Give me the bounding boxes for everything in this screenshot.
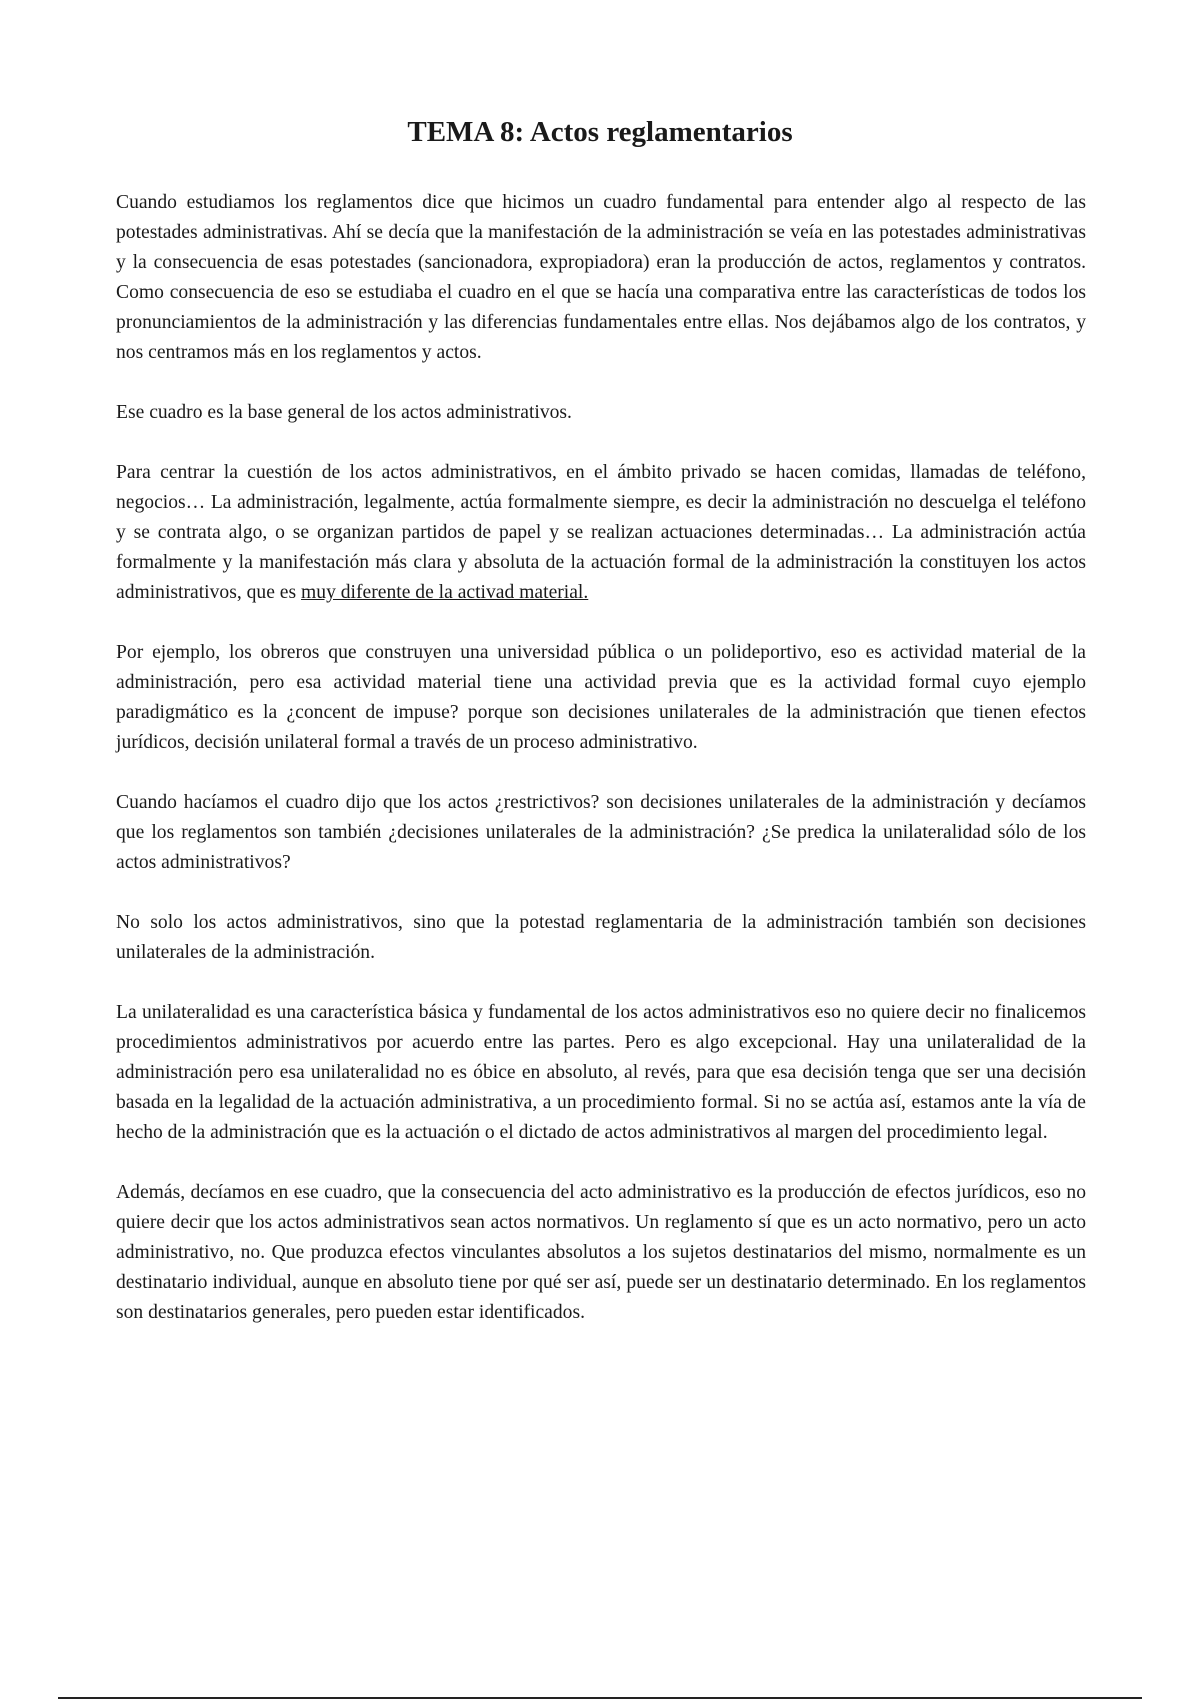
paragraph-3-underlined-text: muy diferente de la activad material.	[301, 582, 589, 603]
paragraph-2: Ese cuadro es la base general de los actos administrativos.	[116, 402, 572, 423]
paragraph-4: Por ejemplo, los obreros que construyen una universidad pública o un polideportivo, eso es actividad material de la administración, pero esa actividad material tiene una actividad previa que es la actividad formal cuyo ejemplo paradigmático es la ¿concent de impuse? porque son decisiones unilaterales de la administración que tienen efectos jurídicos, decisión unilateral formal a través de un proceso administrativo.	[116, 642, 1086, 753]
paragraph-8: Además, decíamos en ese cuadro, que la consecuencia del acto administrativo es la producción de efectos jurídicos, eso no quiere decir que los actos administrativos sean actos normativos. Un reglamento sí que es un acto normativo, pero un acto administrativo, no. Que produzca efectos vinculantes absolutos a los sujetos destinatarios del mismo, normalmente es un destinatario individual, aunque en absoluto tiene por qué ser así, puede ser un destinatario determinado. En los reglamentos son destinatarios generales, pero pueden estar identificados.	[116, 1182, 1086, 1323]
paragraph-7: La unilateralidad es una característica básica y fundamental de los actos administrativos eso no quiere decir no finalicemos procedimientos administrativos por acuerdo entre las partes. Pero es algo excepcional. Hay una unilateralidad de la administración pero esa unilateralidad no es óbice en absoluto, al revés, para que esa decisión tenga que ser una decisión basada en la legalidad de la actuación administrativa, a un procedimiento formal. Si no se actúa así, estamos ante la vía de hecho de la administración que es la actuación o el dictado de actos administrativos al margen del procedimiento legal.	[116, 1002, 1086, 1143]
paragraph-6: No solo los actos administrativos, sino que la potestad reglamentaria de la administración también son decisiones unilaterales de la administración.	[116, 912, 1086, 963]
footer-divider	[58, 1697, 1142, 1699]
page-title: TEMA 8: Actos reglamentarios	[407, 116, 793, 148]
paragraph-3	[116, 458, 1086, 608]
paragraph-5: Cuando hacíamos el cuadro dijo que los actos ¿restrictivos? son decisiones unilaterales de la administración y decíamos que los reglamentos son también ¿decisiones unilaterales de la administración? ¿Se predica la unilateralidad sólo de los actos administrativos?	[116, 792, 1086, 873]
document-body	[116, 188, 1086, 1358]
paragraph-3-text: Para centrar la cuestión de los actos administrativos, en el ámbito privado se hacen comidas, llamadas de teléfono, negocios… La administración, legalmente, actúa formalmente siempre, es decir la administración no descuelga el teléfono y se contrata algo, o se organizan partidos de papel y se realizan actuaciones determinadas… La administración actúa formalmente y la manifestación más clara y absoluta de la actuación formal de la administración la constituyen los actos administrativos, que es	[116, 462, 1086, 603]
paragraph-1: Cuando estudiamos los reglamentos dice que hicimos un cuadro fundamental para entender algo al respecto de las potestades administrativas. Ahí se decía que la manifestación de la administración se veía en las potestades administrativas y la consecuencia de esas potestades (sancionadora, expropiadora) eran la producción de actos, reglamentos y contratos. Como consecuencia de eso se estudiaba el cuadro en el que se hacía una comparativa entre las características de todos los pronunciamientos de la administración y las diferencias fundamentales entre ellas. Nos dejábamos algo de los contratos, y nos centramos más en los reglamentos y actos.	[116, 192, 1086, 363]
